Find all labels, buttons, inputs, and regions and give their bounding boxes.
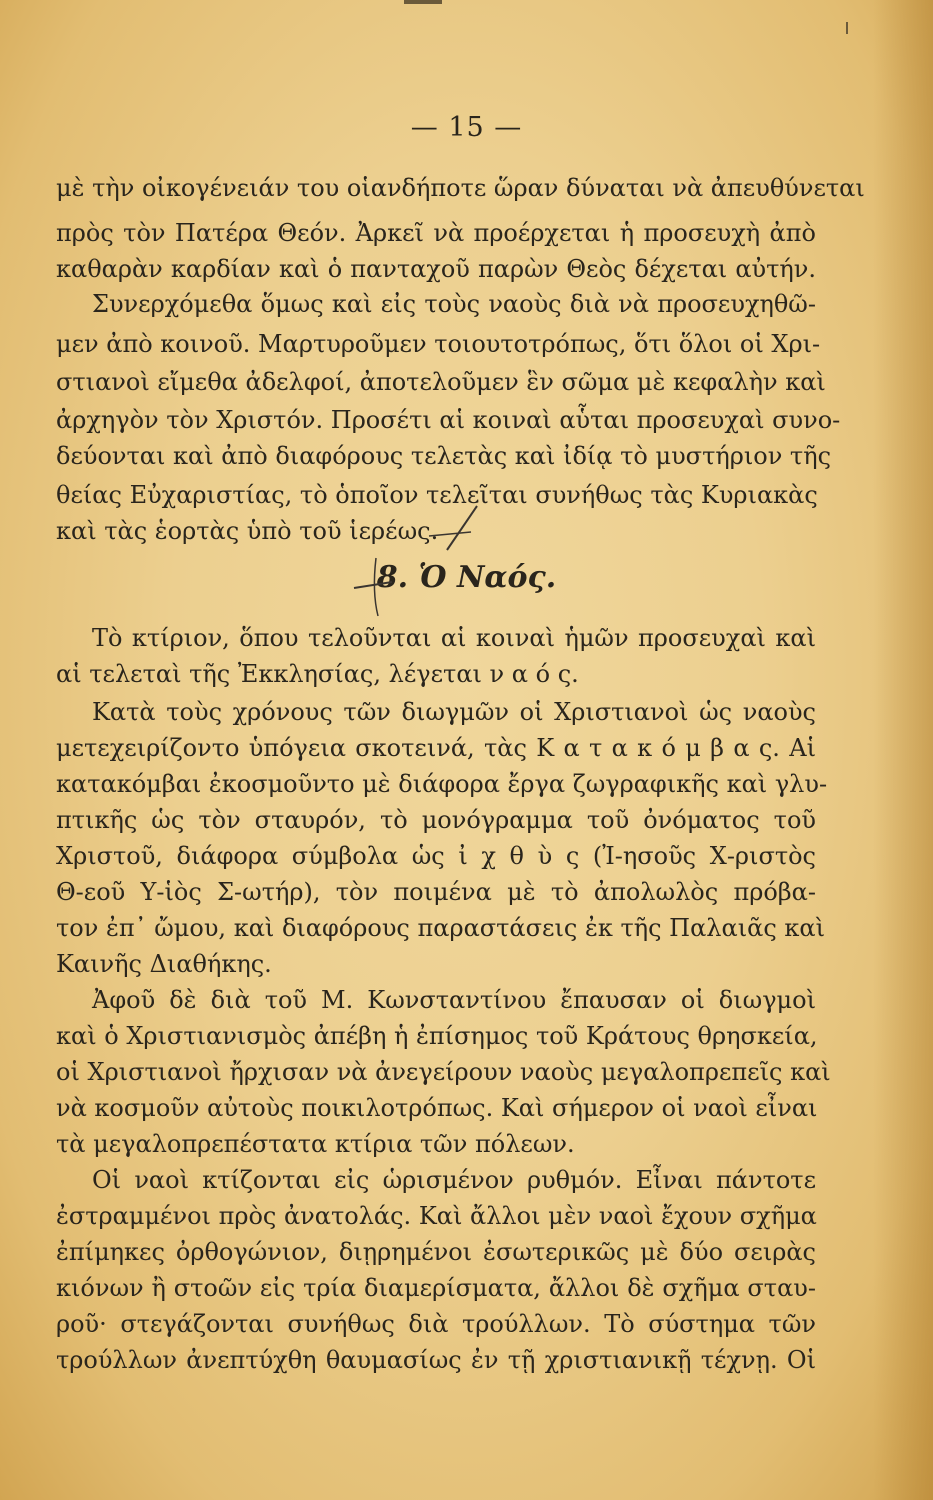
text-line: πτικῆς ὡς τὸν σταυρόν, τὸ μονόγραμμα τοῦ ὀνόματος τοῦ bbox=[56, 806, 816, 834]
text-line: καὶ ὁ Χριστιανισμὸς ἀπέβη ἡ ἐπίσημος τοῦ Κράτους θρησκεία, bbox=[56, 1022, 818, 1050]
text-line: ἐστραμμένοι πρὸς ἀνατολάς. Καὶ ἄλλοι μὲν ναοὶ ἔχουν σχῆμα bbox=[56, 1202, 817, 1230]
text-line: τον ἐπ᾿ ὤμου, καὶ διαφόρους παραστάσεις ἐκ τῆς Παλαιᾶς καὶ bbox=[56, 914, 826, 942]
text-line: καθαρὰν καρδίαν καὶ ὁ πανταχοῦ παρὼν Θεὸς δέχεται αὐτήν. bbox=[56, 255, 816, 283]
text-line: Θ-εοῦ Υ-ἱὸς Σ-ωτήρ), τὸν ποιμένα μὲ τὸ ἀπολωλὸς πρόβα- bbox=[56, 878, 816, 906]
text-line: Κατὰ τοὺς χρόνους τῶν διωγμῶν οἱ Χριστιανοὶ ὡς ναοὺς bbox=[92, 698, 816, 726]
section-number: 8. bbox=[376, 560, 409, 595]
text-line: κιόνων ἢ στοῶν εἰς τρία διαμερίσματα, ἄλλοι δὲ σχῆμα σταυ- bbox=[56, 1274, 816, 1302]
text-line: τρούλλων ἀνεπτύχθη θαυμασίως ἐν τῇ χριστιανικῇ τέχνῃ. Οἱ bbox=[56, 1346, 816, 1374]
text-line: Χριστοῦ, διάφορα σύμβολα ὡς ἰ χ θ ὺ ς (Ἰ-ησοῦς Χ-ριστὸς bbox=[56, 842, 816, 870]
text-line: μὲ τὴν οἰκογένειάν του οἱανδήποτε ὥραν δύναται νὰ ἀπευθύνεται bbox=[56, 174, 865, 202]
text-line: ἀρχηγὸν τὸν Χριστόν. Προσέτι αἱ κοιναὶ αὗται προσευχαὶ συνο- bbox=[56, 406, 841, 434]
text-line: τὰ μεγαλοπρεπέστατα κτίρια τῶν πόλεων. bbox=[56, 1130, 575, 1158]
text-line: ἐπίμηκες ὀρθογώνιον, διῃρημένοι ἐσωτερικῶς μὲ δύο σειρὰς bbox=[56, 1238, 816, 1266]
text-line: Συνερχόμεθα ὅμως καὶ εἰς τοὺς ναοὺς διὰ νὰ προσευχηθῶ- bbox=[92, 290, 816, 318]
text-line: δεύονται καὶ ἀπὸ διαφόρους τελετὰς καὶ ἰδίᾳ τὸ μυστήριον τῆς bbox=[56, 442, 832, 470]
text-line: στιανοὶ εἴμεθα ἀδελφοί, ἀποτελοῦμεν ἓν σῶμα μὲ κεφαλὴν καὶ bbox=[56, 368, 826, 396]
text-line: θείας Εὐχαριστίας, τὸ ὁποῖον τελεῖται συνήθως τὰς Κυριακὰς bbox=[56, 481, 818, 509]
section-title: Ὁ Ναός. bbox=[418, 560, 557, 595]
top-edge-mark bbox=[404, 0, 442, 4]
text-line: Ἀφοῦ δὲ διὰ τοῦ Μ. Κωνσταντίνου ἔπαυσαν οἱ διωγμοὶ bbox=[92, 986, 816, 1014]
text-line: ροῦ· στεγάζονται συνήθως διὰ τρούλλων. Τὸ σύστημα τῶν bbox=[56, 1310, 816, 1338]
text-line: καὶ τὰς ἑορτὰς ὑπὸ τοῦ ἱερέως. bbox=[56, 517, 439, 545]
text-line: Καινῆς Διαθήκης. bbox=[56, 950, 272, 978]
text-line: πρὸς τὸν Πατέρα Θεόν. Ἀρκεῖ νὰ προέρχεται ἡ προσευχὴ ἀπὸ bbox=[56, 219, 816, 247]
text-line: μετεχειρίζοντο ὑπόγεια σκοτεινά, τὰς Κ α τ α κ ό μ β α ς. Αἱ bbox=[56, 734, 816, 762]
text-line: αἱ τελεταὶ τῆς Ἐκκλησίας, λέγεται ν α ό ς. bbox=[56, 660, 579, 688]
text-line: Οἱ ναοὶ κτίζονται εἰς ὡρισμένον ρυθμόν. Εἶναι πάντοτε bbox=[92, 1166, 816, 1194]
text-line: Τὸ κτίριον, ὅπου τελοῦνται αἱ κοιναὶ ἡμῶν προσευχαὶ καὶ bbox=[92, 624, 816, 652]
text-line: νὰ κοσμοῦν αὐτοὺς ποικιλοτρόπως. Καὶ σήμερον οἱ ναοὶ εἶναι bbox=[56, 1094, 818, 1122]
page-number: — 15 — bbox=[410, 112, 523, 143]
margin-tick-mark bbox=[846, 22, 848, 34]
section-heading bbox=[0, 560, 933, 595]
text-line: μεν ἀπὸ κοινοῦ. Μαρτυροῦμεν τοιουτοτρόπως, ὅτι ὅλοι οἱ Χρι- bbox=[56, 330, 821, 358]
text-line: κατακόμβαι ἐκοσμοῦντο μὲ διάφορα ἔργα ζωγραφικῆς καὶ γλυ- bbox=[56, 770, 828, 798]
page-edge-shadow bbox=[873, 0, 933, 1500]
text-line: οἱ Χριστιανοὶ ἤρχισαν νὰ ἀνεγείρουν ναοὺς μεγαλοπρεπεῖς καὶ bbox=[56, 1058, 831, 1086]
